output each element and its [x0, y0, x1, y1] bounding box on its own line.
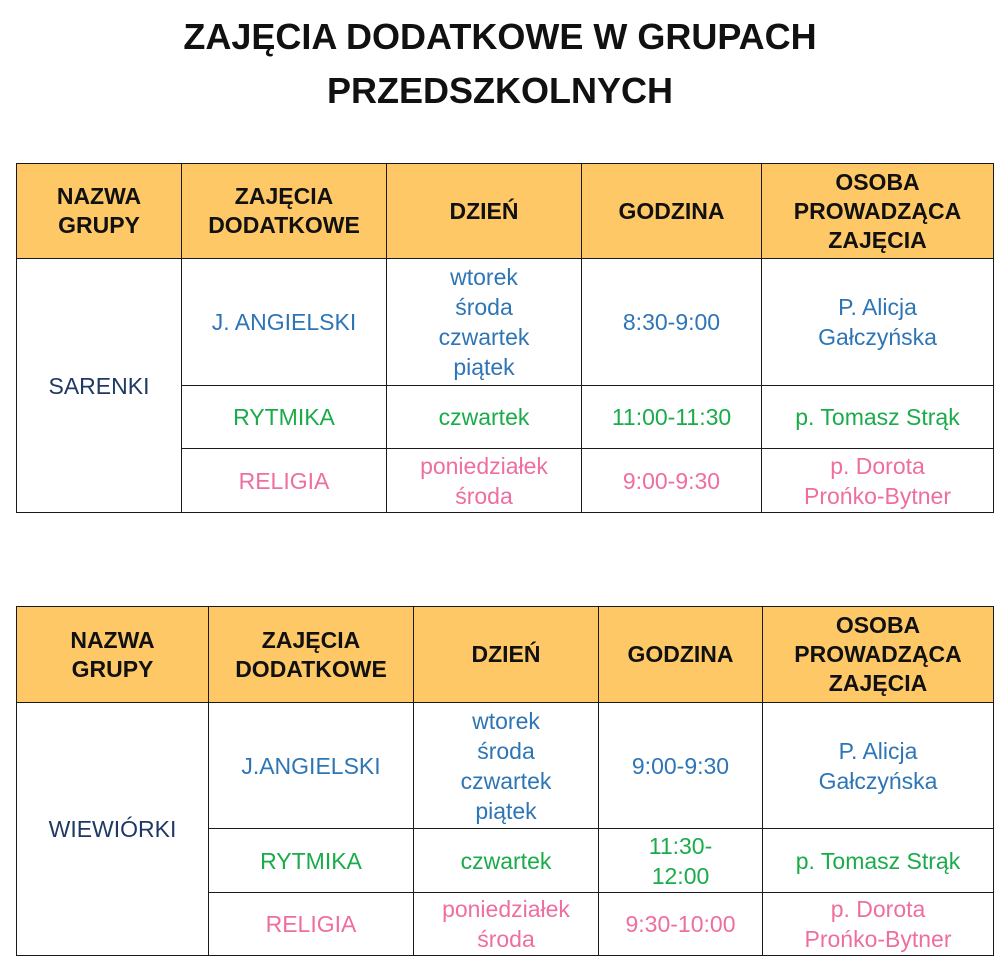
day-cell — [414, 703, 599, 829]
header-row — [17, 164, 994, 259]
teacher-cell — [763, 703, 994, 829]
header-day — [414, 607, 599, 703]
header-activity — [209, 607, 414, 703]
time-cell — [582, 386, 762, 449]
header-time-line: GODZINA — [618, 197, 725, 224]
day-cell — [387, 386, 582, 449]
day-line: czwartek — [438, 324, 530, 350]
day-line: środa — [455, 294, 513, 320]
day-cell — [414, 893, 599, 956]
time-cell — [599, 893, 763, 956]
activity-cell: RELIGIA — [182, 449, 387, 513]
header-day — [387, 164, 582, 259]
teacher-line: Gałczyńska — [818, 324, 937, 350]
teacher-line: Gałczyńska — [818, 767, 938, 794]
teacher-cell — [763, 829, 994, 893]
day-line: wtorek — [472, 707, 540, 734]
day-line: poniedziałek — [442, 896, 570, 922]
header-teacher-line: PROWADZĄCA — [793, 197, 962, 224]
day-line: czwartek — [460, 847, 552, 874]
day-line: czwartek — [460, 767, 552, 794]
day-line: piątek — [475, 797, 537, 824]
activity-cell: J. ANGIELSKI — [182, 259, 387, 386]
time-line: 11:30- — [648, 832, 713, 859]
header-activity-line: DODATKOWE — [208, 212, 360, 238]
header-activity-line: ZAJĘCIA — [234, 183, 334, 209]
header-group-line: GRUPY — [58, 212, 140, 238]
table-row — [17, 703, 994, 829]
header-teacher — [762, 164, 994, 259]
activity-cell: RYTMIKA — [182, 386, 387, 449]
header-teacher-line: PROWADZĄCA — [794, 641, 962, 667]
header-activity-line: DODATKOWE — [235, 655, 387, 682]
day-line: wtorek — [450, 264, 518, 290]
header-teacher-line: ZAJĘCIA — [828, 670, 928, 696]
teacher-cell — [763, 893, 994, 956]
header-group-line: GRUPY — [71, 655, 154, 682]
time-cell — [582, 449, 762, 513]
time-line: 11:00-11:30 — [611, 404, 732, 430]
teacher-line: P. Alicja — [838, 294, 917, 320]
day-line: środa — [477, 926, 535, 952]
header-teacher — [763, 607, 994, 703]
teacher-cell — [762, 259, 994, 386]
header-day-line: DZIEŃ — [471, 641, 541, 667]
time-line: 12:00 — [651, 862, 710, 889]
time-cell — [582, 259, 762, 386]
teacher-line: Prońko-Bytner — [803, 482, 951, 509]
header-group-line: NAZWA — [56, 183, 142, 209]
header-group — [17, 607, 209, 703]
teacher-cell — [762, 449, 994, 513]
time-line: 9:00-9:30 — [631, 752, 730, 779]
day-line: środa — [477, 737, 535, 764]
activity-cell: RELIGIA — [209, 893, 414, 956]
teacher-line: p. Dorota — [830, 452, 925, 479]
page-title-line-1: ZAJĘCIA DODATKOWE W GRUPACH — [183, 16, 817, 57]
header-activity — [182, 164, 387, 259]
teacher-line: p. Tomasz Strąk — [795, 847, 961, 874]
header-group — [17, 164, 182, 259]
day-line: czwartek — [438, 404, 530, 430]
teacher-line: p. Tomasz Strąk — [795, 404, 960, 430]
header-teacher-line: ZAJĘCIA — [828, 226, 927, 253]
header-time — [582, 164, 762, 259]
day-line: piątek — [453, 354, 515, 380]
schedule-table-wiewiorki — [16, 606, 994, 956]
activity-cell: J.ANGIELSKI — [209, 703, 414, 829]
page-title-line-2: PRZEDSZKOLNYCH — [326, 70, 673, 111]
header-time-line: GODZINA — [627, 641, 734, 667]
activity-cell: RYTMIKA — [209, 829, 414, 893]
header-teacher-line: OSOBA — [835, 612, 921, 638]
header-teacher-line: OSOBA — [835, 168, 920, 195]
schedule-table-sarenki — [16, 163, 994, 513]
header-time — [599, 607, 763, 703]
table-row — [17, 259, 994, 386]
day-line: poniedziałek — [420, 452, 548, 479]
teacher-line: p. Dorota — [830, 896, 926, 922]
page-title — [0, 10, 1000, 118]
teacher-cell — [762, 386, 994, 449]
teacher-line: Prońko-Bytner — [804, 926, 952, 952]
header-day-line: DZIEŃ — [449, 197, 519, 224]
time-line: 8:30-9:00 — [622, 309, 721, 335]
group-name-cell: WIEWIÓRKI — [17, 703, 209, 956]
group-name-cell: SARENKI — [17, 259, 182, 513]
time-cell — [599, 829, 763, 893]
header-row — [17, 607, 994, 703]
header-activity-line: ZAJĘCIA — [261, 626, 361, 653]
day-cell — [387, 259, 582, 386]
header-group-line: NAZWA — [70, 626, 155, 653]
day-cell — [414, 829, 599, 893]
day-line: środa — [455, 482, 513, 509]
teacher-line: P. Alicja — [838, 737, 918, 764]
time-line: 9:00-9:30 — [622, 467, 721, 494]
day-cell — [387, 449, 582, 513]
time-cell — [599, 703, 763, 829]
time-line: 9:30-10:00 — [625, 911, 736, 937]
